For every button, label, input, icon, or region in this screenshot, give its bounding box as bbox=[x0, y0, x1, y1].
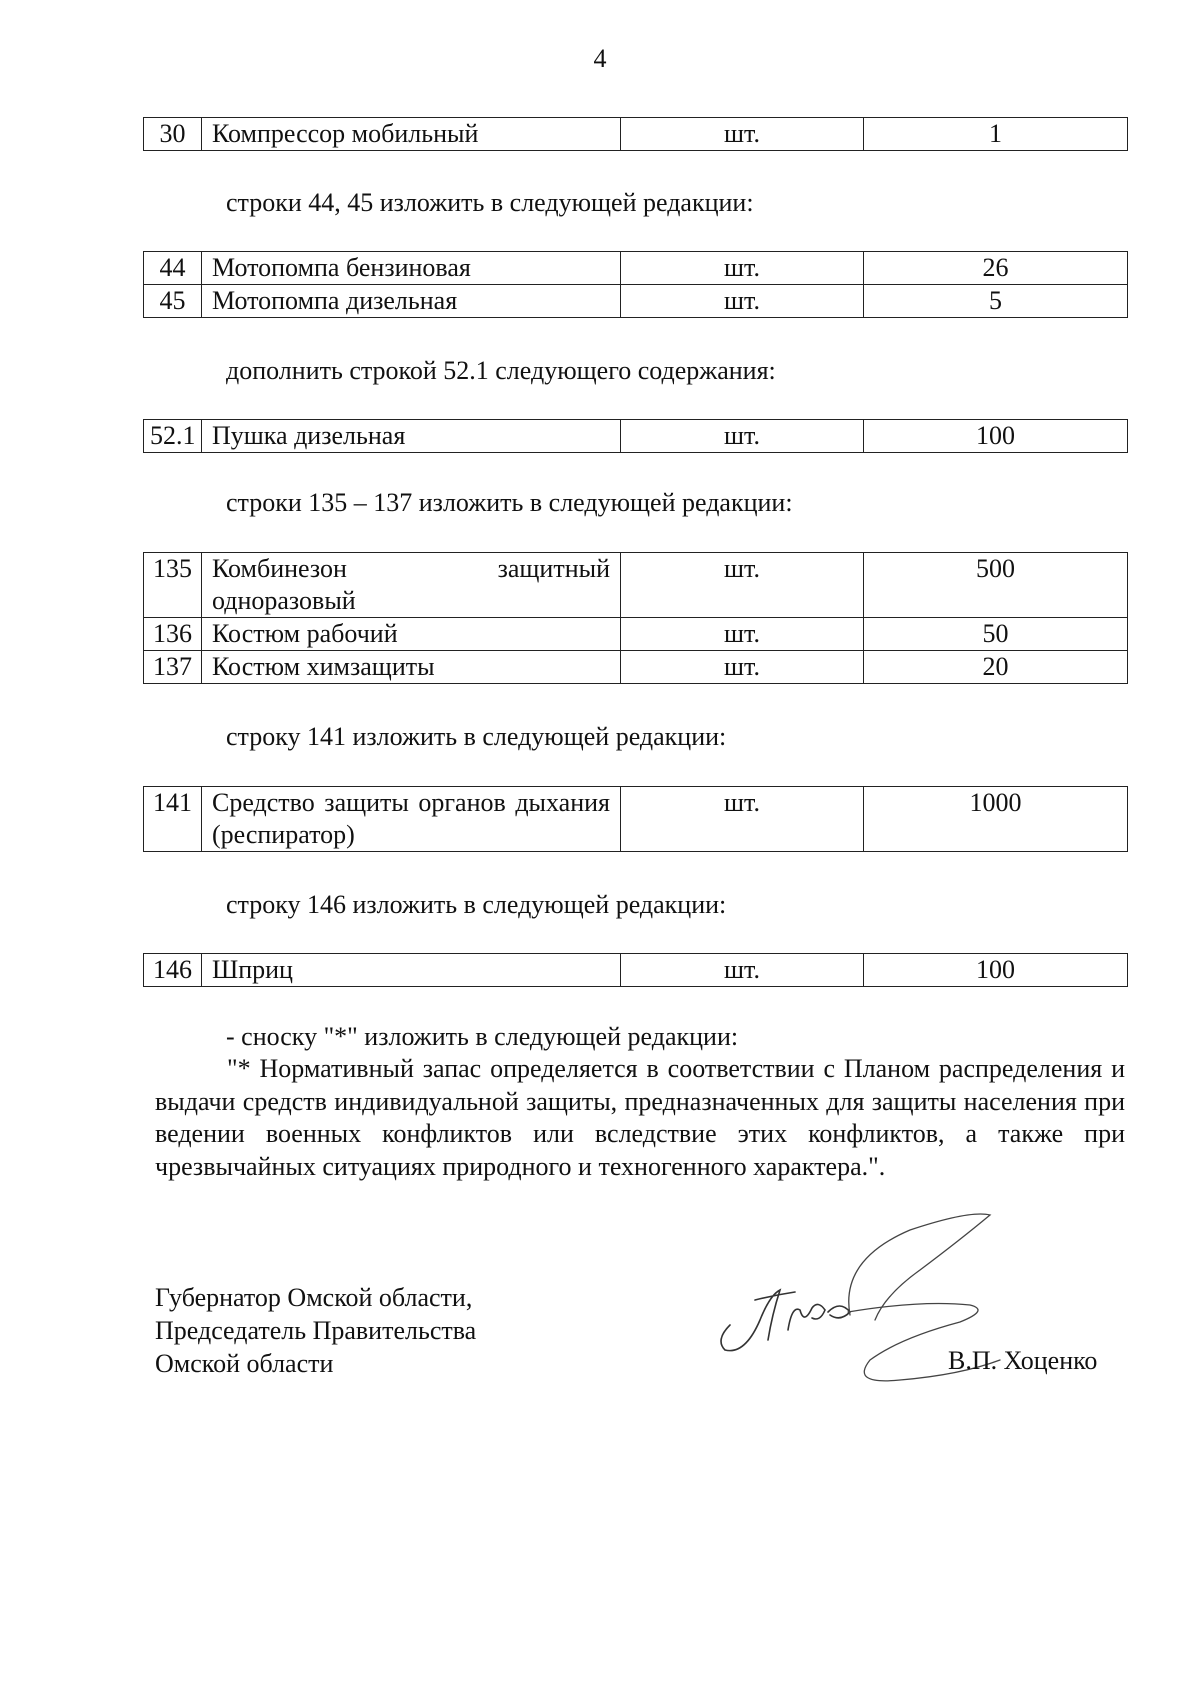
row-quantity: 1000 bbox=[864, 787, 1128, 852]
row-unit: шт. bbox=[621, 787, 864, 852]
row-number: 135 bbox=[144, 553, 202, 618]
row-number: 44 bbox=[144, 252, 202, 285]
row-name: Пушка дизельная bbox=[202, 420, 621, 453]
row-number: 30 bbox=[144, 118, 202, 151]
row-quantity: 100 bbox=[864, 420, 1128, 453]
table-rows-44-45 bbox=[143, 251, 1128, 318]
signer-name: В.П. Хоценко bbox=[948, 1346, 1098, 1375]
table-row bbox=[144, 118, 1128, 151]
intro-row-141: строку 141 изложить в следующей редакции: bbox=[226, 722, 727, 751]
row-unit: шт. bbox=[621, 118, 864, 151]
row-unit: шт. bbox=[621, 252, 864, 285]
row-number: 45 bbox=[144, 285, 202, 318]
footnote-intro: - сноску "*" изложить в следующей редакции: bbox=[226, 1022, 739, 1051]
table-row bbox=[144, 420, 1128, 453]
table-row bbox=[144, 651, 1128, 684]
intro-row-146: строку 146 изложить в следующей редакции: bbox=[226, 890, 727, 919]
row-number: 146 bbox=[144, 954, 202, 987]
table-row bbox=[144, 285, 1128, 318]
row-unit: шт. bbox=[621, 651, 864, 684]
intro-rows-135-137: строки 135 – 137 изложить в следующей редакции: bbox=[226, 488, 793, 517]
row-quantity: 50 bbox=[864, 618, 1128, 651]
table-row bbox=[144, 252, 1128, 285]
table-row bbox=[144, 954, 1128, 987]
table-row bbox=[144, 787, 1128, 852]
row-name: Компрессор мобильный bbox=[202, 118, 621, 151]
row-quantity: 26 bbox=[864, 252, 1128, 285]
row-number: 141 bbox=[144, 787, 202, 852]
table-row-52-1 bbox=[143, 419, 1128, 453]
row-name: Костюм рабочий bbox=[202, 618, 621, 651]
row-unit: шт. bbox=[621, 553, 864, 618]
table-rows-135-137 bbox=[143, 552, 1128, 684]
table-row-30 bbox=[143, 117, 1128, 151]
row-name: Средство защиты органов дыхания (респиратор) bbox=[202, 787, 621, 852]
page-number: 4 bbox=[593, 44, 607, 73]
row-name: Костюм химзащиты bbox=[202, 651, 621, 684]
table-row-146 bbox=[143, 953, 1128, 987]
signer-title-line-1: Губернатор Омской области, bbox=[155, 1283, 473, 1312]
row-unit: шт. bbox=[621, 618, 864, 651]
intro-rows-44-45: строки 44, 45 изложить в следующей редакции: bbox=[226, 188, 754, 217]
row-unit: шт. bbox=[621, 954, 864, 987]
row-unit: шт. bbox=[621, 285, 864, 318]
row-name: Комбинезон защитный одноразовый bbox=[202, 553, 621, 618]
row-quantity: 5 bbox=[864, 285, 1128, 318]
row-number: 136 bbox=[144, 618, 202, 651]
row-quantity: 20 bbox=[864, 651, 1128, 684]
row-name: Мотопомпа бензиновая bbox=[202, 252, 621, 285]
intro-row-52-1: дополнить строкой 52.1 следующего содержания: bbox=[226, 356, 776, 385]
signer-title-line-2: Председатель Правительства bbox=[155, 1316, 477, 1345]
row-name: Мотопомпа дизельная bbox=[202, 285, 621, 318]
row-quantity: 1 bbox=[864, 118, 1128, 151]
row-quantity: 100 bbox=[864, 954, 1128, 987]
row-quantity: 500 bbox=[864, 553, 1128, 618]
signer-title-line-3: Омской области bbox=[155, 1349, 334, 1378]
footnote-text bbox=[155, 1053, 1125, 1183]
row-name: Шприц bbox=[202, 954, 621, 987]
row-unit: шт. bbox=[621, 420, 864, 453]
signature-block bbox=[155, 1281, 476, 1380]
row-number: 137 bbox=[144, 651, 202, 684]
table-row-141 bbox=[143, 786, 1128, 852]
table-row bbox=[144, 618, 1128, 651]
table-row bbox=[144, 553, 1128, 618]
footnote-body: "* Нормативный запас определяется в соответствии с Планом распределения и выдачи средств индивидуальной защиты, предназначенных для защиты населения при ведении военных конфликтов или вследствие этих конфликтов, а также при чрезвычайных ситуациях природного и техногенного характера.". bbox=[155, 1054, 1125, 1181]
row-number: 52.1 bbox=[144, 420, 202, 453]
